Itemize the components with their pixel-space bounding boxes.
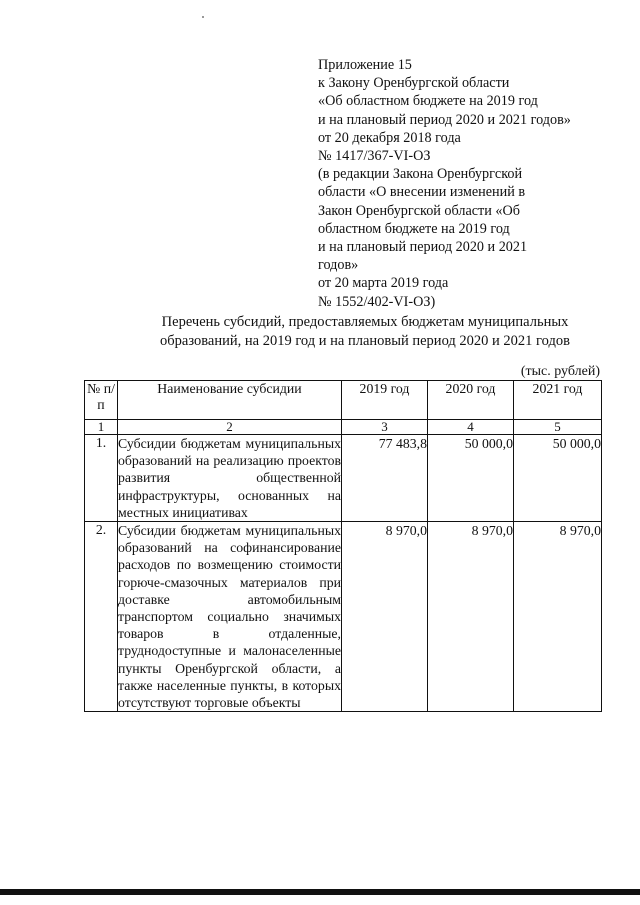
row-number: 2. xyxy=(85,522,118,712)
appendix-line: областном бюджете на 2019 год xyxy=(318,220,510,237)
appendix-line: от 20 декабря 2018 года xyxy=(318,129,461,146)
column-number: 2 xyxy=(118,420,342,435)
column-number: 1 xyxy=(85,420,118,435)
appendix-line: (в редакции Закона Оренбургской xyxy=(318,166,523,183)
header-cell-2020: 2020 год xyxy=(428,381,514,420)
column-number-row xyxy=(85,420,602,435)
appendix-line: и на плановый период 2020 и 2021 xyxy=(318,239,528,256)
appendix-line: № 1552/402-VI-ОЗ) xyxy=(318,293,436,310)
title-line-1: Перечень субсидий, предоставляемых бюджетам муниципальных xyxy=(161,314,569,330)
column-number: 5 xyxy=(514,420,602,435)
table-row xyxy=(85,435,602,522)
column-number: 4 xyxy=(428,420,514,435)
value-2021: 8 970,0 xyxy=(514,522,602,712)
header-cell-2021: 2021 год xyxy=(514,381,602,420)
appendix-line: от 20 марта 2019 года xyxy=(318,275,449,292)
appendix-line: к Закону Оренбургской области xyxy=(318,75,510,92)
title-line-2: образований, на 2019 год и на плановый период 2020 и 2021 годов xyxy=(160,332,570,349)
units-label: (тыс. рублей) xyxy=(520,364,600,379)
header-number-label: № п/п xyxy=(87,381,115,412)
column-number: 3 xyxy=(342,420,428,435)
header-cell-2019: 2019 год xyxy=(342,381,428,420)
appendix-line: Приложение 15 xyxy=(318,57,412,73)
subsidies-table xyxy=(84,380,602,712)
appendix-line: Закон Оренбургской области «Об xyxy=(318,202,520,219)
row-number: 1. xyxy=(85,435,118,522)
appendix-line: годов» xyxy=(318,257,359,274)
appendix-header xyxy=(318,56,618,311)
value-2019: 77 483,8 xyxy=(342,435,428,522)
scan-edge-bar xyxy=(0,889,640,895)
appendix-line: и на плановый период 2020 и 2021 годов» xyxy=(318,111,571,128)
document-title xyxy=(100,313,630,350)
appendix-line: № 1417/367-VI-ОЗ xyxy=(318,148,431,165)
value-2019: 8 970,0 xyxy=(342,522,428,712)
table-header-row xyxy=(85,381,602,420)
appendix-line: области «О внесении изменений в xyxy=(318,184,526,201)
value-2021: 50 000,0 xyxy=(514,435,602,522)
appendix-line: «Об областном бюджете на 2019 год xyxy=(318,93,538,110)
header-cell-number xyxy=(85,381,118,420)
table-row xyxy=(85,522,602,712)
scan-speck xyxy=(202,16,204,18)
subsidy-name: Субсидии бюджетам муниципальных образований на реализацию проектов развития общественной инфраструктуры, основанных на местных инициативах xyxy=(118,436,341,520)
value-2020: 8 970,0 xyxy=(428,522,514,712)
subsidy-name: Субсидии бюджетам муниципальных образований на софинансирование расходов по возмещению стоимости горюче-смазочных материалов при доставке автомобильным транспортом социально значимых товаров в отдаленные, труднодоступные и малонаселенные пункты Оренбургской области, а также населенные пункты, в которых отсутствуют торговые объекты xyxy=(118,523,341,711)
header-cell-name: Наименование субсидии xyxy=(118,381,342,420)
value-2020: 50 000,0 xyxy=(428,435,514,522)
